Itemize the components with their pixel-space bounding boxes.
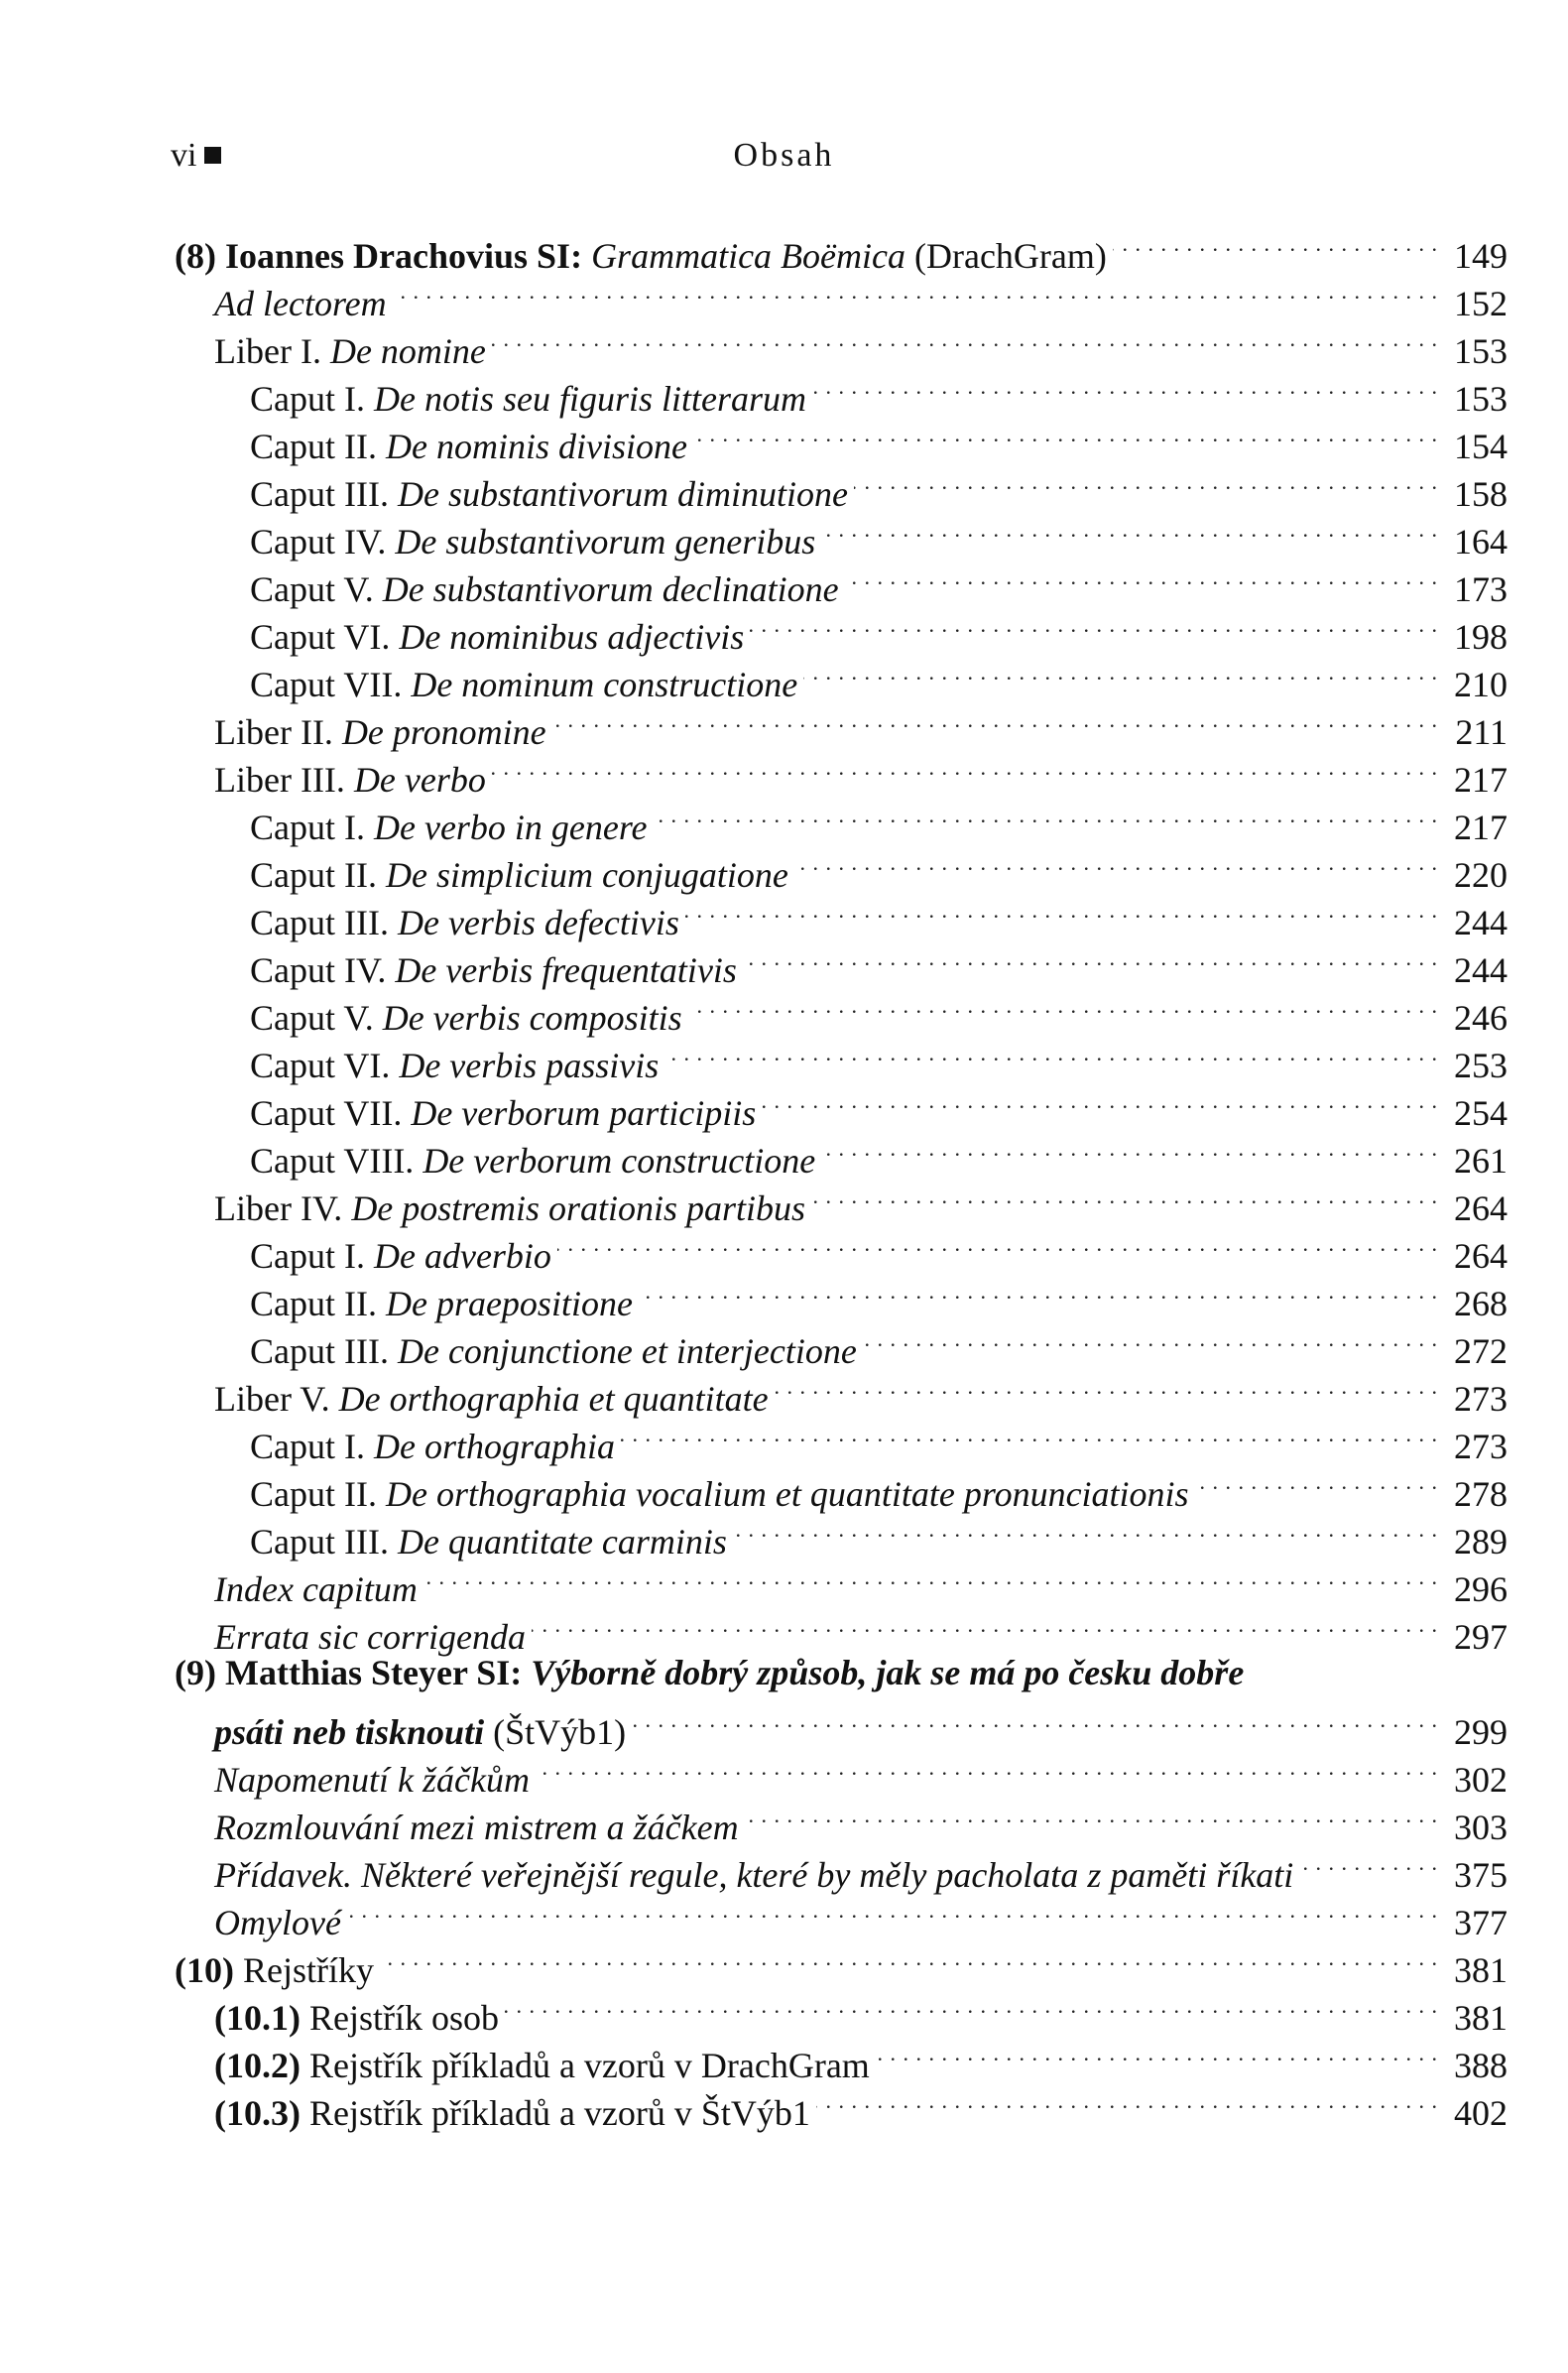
- entry-prefix: Caput III.: [250, 1331, 398, 1371]
- entry-prefix: Caput V.: [250, 569, 383, 609]
- entry-title: De quantitate carminis: [397, 1522, 727, 1561]
- entry-title: De verborum constructione: [422, 1141, 816, 1181]
- dot-leader: [632, 1696, 1438, 1744]
- dot-leader: [821, 1125, 1438, 1173]
- page-number: vi: [171, 137, 221, 175]
- dot-leader: [733, 1506, 1438, 1554]
- entry-prefix: Caput VII.: [250, 1093, 412, 1133]
- entry-title: Errata sic corrigenda: [214, 1617, 526, 1657]
- page-ref: 273: [1454, 1427, 1508, 1466]
- page-ref: 211: [1455, 712, 1508, 752]
- entry-title: De substantivorum declinatione: [382, 569, 839, 609]
- page-ref: 152: [1454, 284, 1508, 323]
- page-ref: 303: [1454, 1808, 1508, 1847]
- dot-leader: [1195, 1458, 1438, 1506]
- entry-prefix: Caput II.: [250, 1474, 386, 1514]
- entry-title: De nomine: [329, 331, 486, 371]
- dot-leader: [492, 744, 1438, 792]
- dot-leader: [845, 554, 1438, 601]
- page-ref: 261: [1454, 1141, 1508, 1181]
- section-number: (8): [175, 236, 216, 276]
- page-ref: 244: [1454, 950, 1508, 990]
- entry-title: Index capitum: [214, 1569, 418, 1609]
- entry-title: De conjunctione et interjectione: [397, 1331, 857, 1371]
- running-head: [171, 137, 1397, 185]
- page-ref: 244: [1454, 903, 1508, 942]
- entry-prefix: Caput II.: [250, 855, 386, 895]
- entry-prefix: Caput I.: [250, 379, 374, 419]
- entry-prefix: Caput II.: [250, 1284, 386, 1323]
- entry-title: De postremis orationis partibus: [351, 1188, 806, 1228]
- section-work-title-cont: psáti neb tisknouti: [214, 1712, 485, 1752]
- entry-title: Napomenutí k žáčkům: [214, 1760, 530, 1800]
- toc-entry[interactable]: [175, 1887, 1508, 1942]
- dot-leader: [393, 268, 1438, 315]
- dot-leader: [654, 792, 1438, 839]
- entry-prefix: Caput III.: [250, 474, 398, 514]
- page-ref: 296: [1454, 1569, 1508, 1609]
- running-title: Obsah: [733, 137, 835, 174]
- entry-title: Rozmlouvání mezi mistrem a žáčkem: [214, 1808, 739, 1847]
- page-ref: 377: [1454, 1903, 1508, 1942]
- entry-prefix: Liber III.: [214, 760, 354, 800]
- page-ref: 302: [1454, 1760, 1508, 1800]
- entry-title: De verbis defectivis: [397, 903, 679, 942]
- entry-prefix: Caput IV.: [250, 950, 396, 990]
- entry-prefix: Caput III.: [250, 903, 398, 942]
- section-abbreviation: (ŠtVýb1): [493, 1712, 627, 1752]
- entry-title: De simplicium conjugatione: [385, 855, 788, 895]
- page-ref: 388: [1454, 2046, 1508, 2085]
- section-number: (9): [175, 1653, 216, 1692]
- page-ref: 198: [1454, 617, 1508, 657]
- entry-prefix: Caput III.: [250, 1522, 398, 1561]
- page-ref: 164: [1454, 522, 1508, 562]
- dot-leader: [863, 1315, 1438, 1363]
- entry-prefix: Caput V.: [250, 998, 383, 1038]
- entry-title: Rejstřík příkladů a vzorů v ŠtVýb1: [308, 2093, 810, 2133]
- entry-number: (10.3): [214, 2093, 309, 2133]
- page-ref: 272: [1454, 1331, 1508, 1371]
- toc-entry-section-9-line1[interactable]: [175, 1649, 1508, 1696]
- dot-leader: [505, 1982, 1438, 2030]
- entry-title: De verbo in genere: [373, 808, 648, 847]
- entry-title: De notis seu figuris litterarum: [373, 379, 806, 419]
- page-ref: 220: [1454, 855, 1508, 895]
- entry-title: Přídavek. Některé veřejnější regule, které by měly pacholata z paměti říkati: [214, 1855, 1294, 1895]
- entry-title: De substantivorum diminutione: [397, 474, 848, 514]
- page-ref: 217: [1454, 760, 1508, 800]
- entry-title: De verbis compositis: [382, 998, 682, 1038]
- dot-leader: [423, 1554, 1438, 1601]
- dot-leader: [775, 1363, 1438, 1411]
- dot-leader: [532, 1601, 1438, 1649]
- entry-prefix: Caput VII.: [250, 665, 412, 704]
- dot-leader: [552, 696, 1438, 744]
- dot-leader: [693, 411, 1438, 458]
- entry-prefix: Liber V.: [214, 1379, 339, 1419]
- page-ref: 375: [1454, 1855, 1508, 1895]
- dot-leader: [750, 601, 1438, 649]
- entry-title: De substantivorum generibus: [395, 522, 816, 562]
- toc-entry-section-8[interactable]: [175, 220, 1508, 276]
- section-title: Rejstříky: [242, 1950, 374, 1990]
- entry-prefix: Caput IV.: [250, 522, 396, 562]
- page-ref: 217: [1454, 808, 1508, 847]
- dot-leader: [876, 2030, 1438, 2077]
- entry-number: (10.1): [214, 1998, 309, 2038]
- entry-prefix: Liber IV.: [214, 1188, 352, 1228]
- dot-leader: [380, 1935, 1438, 1982]
- dot-leader: [685, 887, 1438, 935]
- dot-leader: [762, 1077, 1438, 1125]
- dot-leader: [794, 839, 1438, 887]
- page-ref: 149: [1454, 236, 1508, 276]
- entry-prefix: Caput I.: [250, 1236, 374, 1276]
- page-ref: 402: [1454, 2093, 1508, 2133]
- entry-prefix: Caput VI.: [250, 1046, 400, 1085]
- section-number: (10): [175, 1950, 234, 1990]
- toc-entry[interactable]: [175, 1982, 1508, 2038]
- entry-prefix: Caput I.: [250, 1427, 374, 1466]
- dot-leader: [621, 1411, 1438, 1458]
- dot-leader: [536, 1744, 1438, 1792]
- dot-leader: [812, 363, 1438, 411]
- entry-title: De adverbio: [373, 1236, 551, 1276]
- dot-leader: [803, 649, 1438, 696]
- section-work-title: Výborně dobrý způsob, jak se má po česku dobře: [531, 1653, 1245, 1692]
- entry-title: Ad lectorem: [214, 284, 387, 323]
- dot-leader: [854, 458, 1438, 506]
- section-author: Ioannes Drachovius SI:: [224, 236, 583, 276]
- page-ref: 158: [1454, 474, 1508, 514]
- entry-prefix: Liber II.: [214, 712, 342, 752]
- entry-title: De pronomine: [341, 712, 546, 752]
- entry-title: Rejstřík příkladů a vzorů v DrachGram: [308, 2046, 870, 2085]
- table-of-contents: [175, 220, 1508, 2133]
- page-ref: 268: [1454, 1284, 1508, 1323]
- entry-title: De verbis passivis: [399, 1046, 660, 1085]
- page-ref: 173: [1454, 569, 1508, 609]
- toc-entry-section-9-line2[interactable]: [175, 1696, 1508, 1752]
- page-ref: 381: [1454, 1998, 1508, 2038]
- dot-leader: [557, 1220, 1438, 1268]
- page-ref: 289: [1454, 1522, 1508, 1561]
- entry-prefix: Caput II.: [250, 427, 386, 466]
- dot-leader: [745, 1792, 1438, 1839]
- page-ref: 210: [1454, 665, 1508, 704]
- dot-leader: [811, 1173, 1438, 1220]
- page-ref: 253: [1454, 1046, 1508, 1085]
- page-ref: 273: [1454, 1379, 1508, 1419]
- dot-leader: [492, 315, 1438, 363]
- entry-title: Omylové: [214, 1903, 341, 1942]
- page-ref: 154: [1454, 427, 1508, 466]
- section-author: Matthias Steyer SI:: [224, 1653, 523, 1692]
- entry-prefix: Caput VIII.: [250, 1141, 423, 1181]
- entry-title: De nominis divisione: [385, 427, 687, 466]
- page-ref: 264: [1454, 1236, 1508, 1276]
- dot-leader: [816, 2077, 1438, 2125]
- entry-title: Rejstřík osob: [308, 1998, 499, 2038]
- dot-leader: [639, 1268, 1438, 1315]
- entry-number: (10.2): [214, 2046, 309, 2085]
- entry-title: De orthographia vocalium et quantitate pronunciationis: [385, 1474, 1189, 1514]
- dot-leader: [664, 1030, 1438, 1077]
- page-ref: 246: [1454, 998, 1508, 1038]
- dot-leader: [743, 935, 1438, 982]
- dot-leader: [347, 1887, 1438, 1935]
- entry-title: De verbis frequentativis: [395, 950, 737, 990]
- page-ref: 264: [1454, 1188, 1508, 1228]
- entry-title: De nominum constructione: [411, 665, 798, 704]
- entry-title: De orthographia et quantitate: [338, 1379, 769, 1419]
- section-work-title: Grammatica Boëmica: [591, 236, 905, 276]
- page-ref: 254: [1454, 1093, 1508, 1133]
- section-abbreviation: (DrachGram): [914, 236, 1107, 276]
- entry-prefix: Caput VI.: [250, 617, 400, 657]
- page-ref: 153: [1454, 331, 1508, 371]
- entry-title: De orthographia: [373, 1427, 615, 1466]
- entry-prefix: Caput I.: [250, 808, 374, 847]
- page-ref: 297: [1454, 1617, 1508, 1657]
- entry-title: De nominibus adjectivis: [399, 617, 745, 657]
- page-ref: 153: [1454, 379, 1508, 419]
- page-ref: 381: [1454, 1950, 1508, 1990]
- dot-leader: [821, 506, 1438, 554]
- entry-prefix: Liber I.: [214, 331, 330, 371]
- toc-entry-section-10[interactable]: [175, 1935, 1508, 1990]
- entry-title: De praepositione: [385, 1284, 633, 1323]
- entry-title: De verbo: [353, 760, 486, 800]
- page-ref: 299: [1454, 1712, 1508, 1752]
- entry-title: De verborum participiis: [411, 1093, 757, 1133]
- dot-leader: [688, 982, 1438, 1030]
- page-ref: 278: [1454, 1474, 1508, 1514]
- dot-leader: [1113, 220, 1438, 268]
- dot-leader: [1299, 1839, 1438, 1887]
